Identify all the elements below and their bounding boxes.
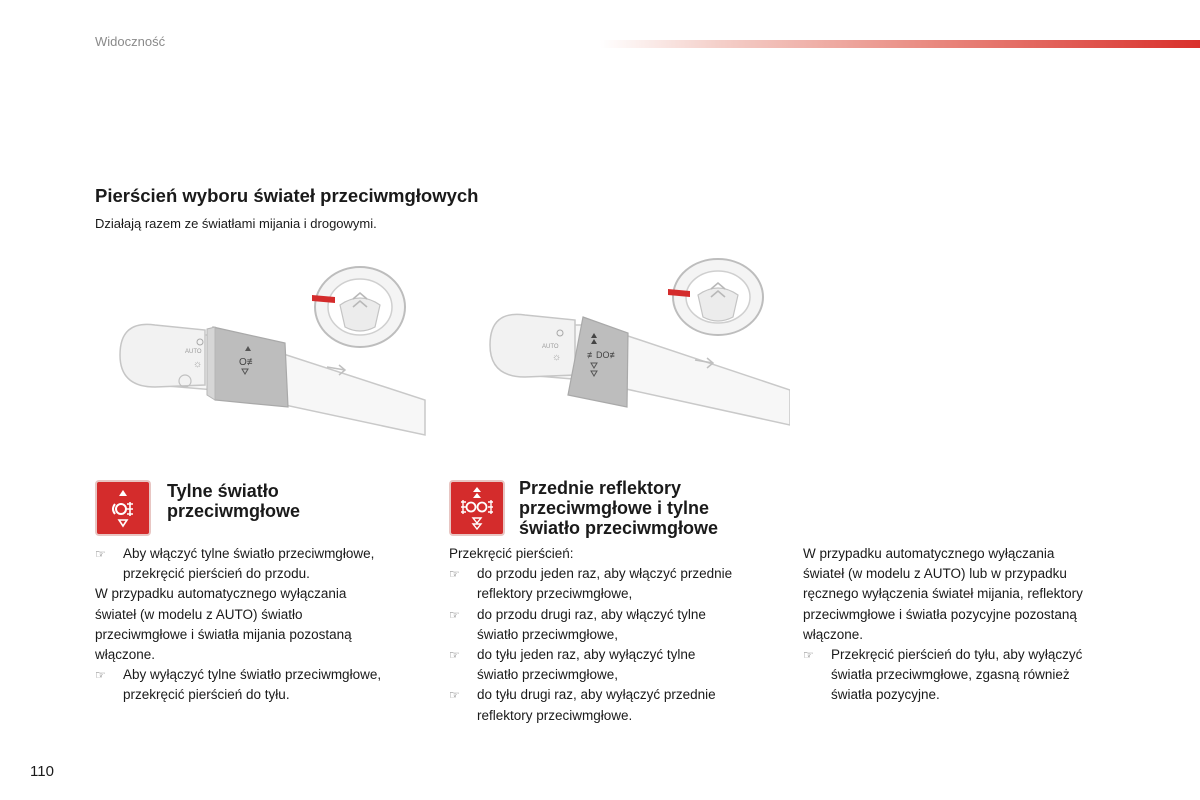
rear-fog-instructions: [95, 544, 435, 706]
text-line: przekręcić pierścień do przodu.: [123, 566, 310, 582]
bullet-item: [803, 645, 1143, 665]
rear-fog-title-line: przeciwmgłowe: [167, 501, 301, 521]
bullet-item: [95, 544, 435, 564]
bullet-item: [449, 605, 789, 625]
text-line: światła przeciwmgłowe, zgasną również: [831, 667, 1070, 683]
text-line: przekręcić pierścień do tyłu.: [123, 687, 290, 703]
text-line: reflektory przeciwmgłowe.: [477, 707, 633, 723]
text-line: do przodu jeden raz, aby włączyć przednie: [477, 566, 733, 582]
pointer-bullet-icon: ☞: [95, 547, 106, 561]
pointer-bullet-icon: ☞: [449, 567, 460, 582]
text-line: Aby wyłączyć tylne światło przeciwmgłowe,: [123, 667, 382, 683]
front-fog-instructions: [449, 544, 789, 726]
text-line: światła pozycyjne.: [831, 687, 940, 703]
front-and-rear-fog-light-icon: [449, 480, 505, 536]
page-number: 110: [30, 763, 54, 780]
pointer-bullet-icon: ☞: [449, 688, 460, 703]
lighting-stalk-illustration-front: [450, 255, 790, 455]
bullet-item: [449, 645, 789, 665]
text-line: W przypadku automatycznego wyłączania: [95, 586, 347, 602]
front-fog-title-line: Przednie reflektory: [519, 478, 682, 498]
pointer-bullet-icon: ☞: [449, 648, 460, 663]
text-line: światło przeciwmgłowe,: [477, 626, 619, 642]
front-fog-title-line: światło przeciwmgłowe: [519, 518, 719, 538]
bullet-item: [449, 564, 789, 584]
text-line: Przekręcić pierścień:: [449, 546, 574, 561]
header-accent-bar: [600, 40, 1200, 48]
text-line: ręcznego wyłączenia świateł mijania, reflektory: [803, 586, 1083, 602]
text-line: włączone.: [95, 647, 156, 663]
text-line: przeciwmgłowe i światła mijania pozostaną: [95, 626, 352, 642]
text-line: do przodu drugi raz, aby włączyć tylne: [477, 606, 706, 622]
lighting-stalk-illustration-rear: [95, 255, 435, 455]
pointer-bullet-icon: ☞: [449, 607, 460, 622]
svg-text:O≢: O≢: [239, 357, 257, 368]
text-line: Aby włączyć tylne światło przeciwmgłowe,: [123, 546, 375, 561]
rear-fog-light-icon: [95, 480, 151, 536]
text-line: reflektory przeciwmgłowe,: [477, 586, 633, 602]
text-line: światło przeciwmgłowe,: [477, 667, 619, 683]
text-line: włączone.: [803, 626, 864, 642]
text-line: do tyłu jeden raz, aby wyłączyć tylne: [477, 647, 696, 663]
auto-off-instructions: [803, 544, 1143, 706]
front-fog-title-line: przeciwmgłowe i tylne: [519, 498, 710, 518]
pointer-bullet-icon: ☞: [803, 648, 814, 663]
svg-text:☼: ☼: [193, 359, 203, 370]
text-line: Przekręcić pierścień do tyłu, aby wyłączyć: [831, 647, 1083, 663]
lighting-stalk: [490, 314, 790, 425]
intro-text: Działają razem ze światłami mijania i drogowymi.: [95, 216, 377, 231]
text-line: świateł (w modelu z AUTO) lub w przypadku: [803, 566, 1067, 582]
text-line: do tyłu drugi raz, aby wyłączyć przednie: [477, 687, 716, 703]
rear-fog-title-line: Tylne światło: [167, 481, 279, 501]
stalk-auto-label: AUTO: [185, 349, 202, 355]
text-line: świateł (w modelu z AUTO) światło: [95, 606, 303, 622]
pointer-bullet-icon: ☞: [95, 668, 106, 683]
bullet-item: [449, 685, 789, 705]
front-fog-title: [519, 478, 779, 538]
steering-wheel-icon: [315, 267, 405, 347]
stalk-auto-label: AUTO: [542, 344, 559, 350]
rear-fog-title: [167, 481, 367, 521]
svg-text:≢DO≢: ≢DO≢: [587, 350, 619, 360]
text-line: przeciwmgłowe i światła pozycyjne pozostaną: [803, 606, 1077, 622]
steering-wheel-icon: [673, 259, 763, 335]
section-header: Widoczność: [95, 34, 166, 49]
text-line: W przypadku automatycznego wyłączania: [803, 546, 1055, 561]
page-title: Pierścień wyboru świateł przeciwmgłowych: [95, 185, 479, 206]
svg-text:☼: ☼: [552, 352, 562, 363]
bullet-item: [95, 665, 435, 685]
